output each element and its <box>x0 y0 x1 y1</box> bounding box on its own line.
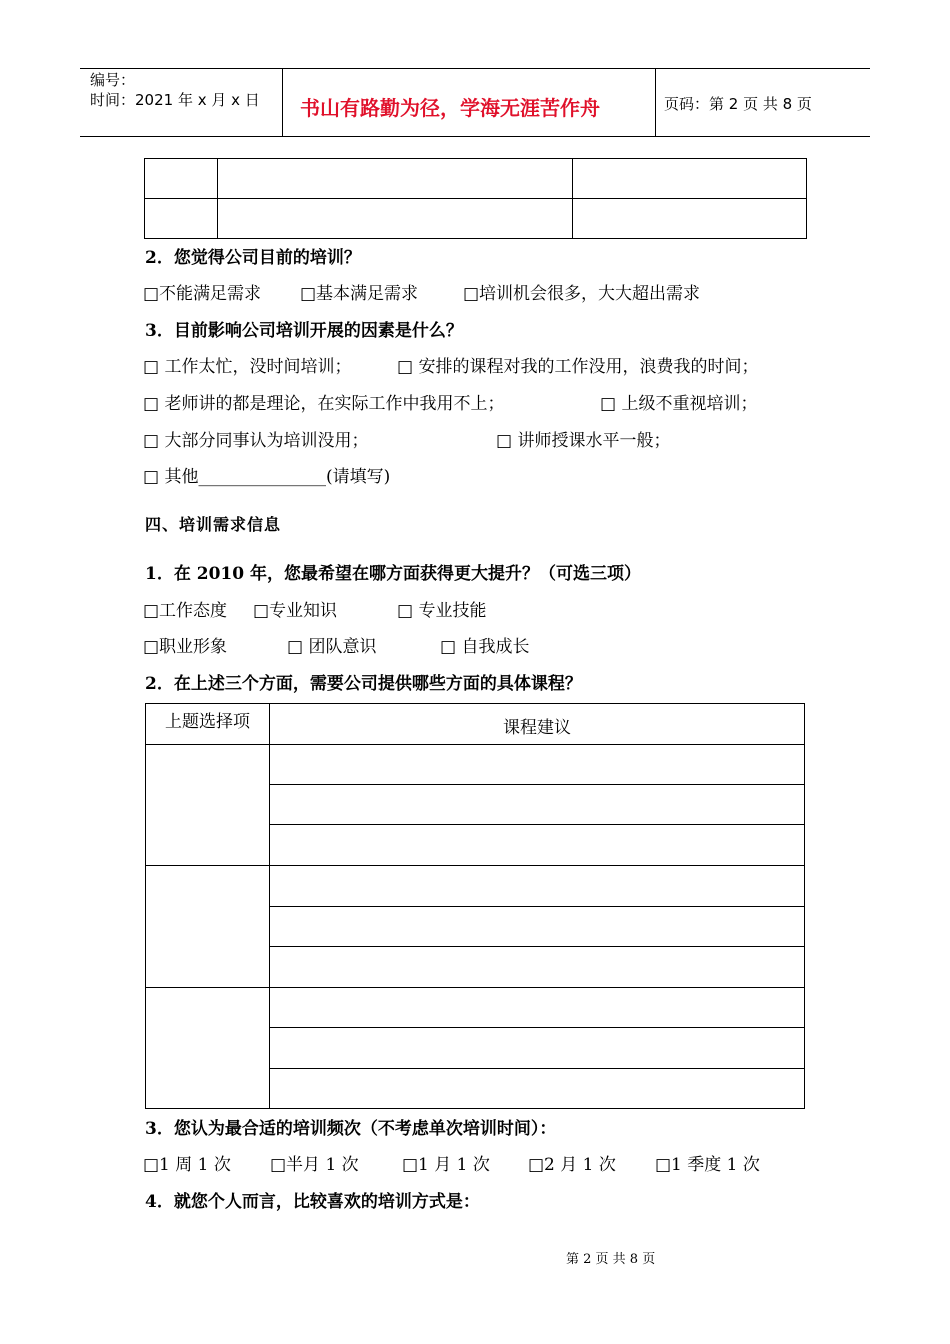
table-cell-selected-item[interactable] <box>146 745 270 866</box>
table-cell[interactable] <box>218 199 573 239</box>
table-cell-course[interactable] <box>270 907 805 947</box>
s4-q3-option-half-month[interactable]: □半月 1 次 <box>270 1155 359 1175</box>
table-cell[interactable] <box>218 159 573 199</box>
course-suggestion-table <box>145 703 805 1109</box>
table-cell-course[interactable] <box>270 988 805 1028</box>
document-number-label: 编号： <box>90 71 136 89</box>
q2-option-basic-meet[interactable]: □基本满足需求 <box>300 284 419 304</box>
s4-q1-option-knowledge[interactable]: □专业知识 <box>253 601 338 621</box>
question-3-title: 3．目前影响公司培训开展的因素是什么？ <box>145 321 463 341</box>
header-motto: 书山有路勤为径，学海无涯苦作舟 <box>300 96 600 120</box>
question-2-title: 2．您觉得公司目前的培训？ <box>145 248 361 268</box>
q3-option-too-busy[interactable]: □ 工作太忙，没时间培训； <box>143 357 352 377</box>
header-page-code: 页码：第 2 页 共 8 页 <box>664 95 812 113</box>
table-cell-course[interactable] <box>270 947 805 988</box>
table-cell[interactable] <box>145 199 218 239</box>
s4-question-3-title: 3．您认为最合适的培训频次（不考虑单次培训时间）： <box>145 1119 557 1139</box>
table-cell[interactable] <box>145 159 218 199</box>
table-cell-course[interactable] <box>270 825 805 866</box>
s4-q1-option-image[interactable]: □职业形象 <box>143 637 228 657</box>
table-cell[interactable] <box>573 199 807 239</box>
table-cell-course[interactable] <box>270 745 805 785</box>
table-cell[interactable] <box>573 159 807 199</box>
s4-q3-option-weekly[interactable]: □1 周 1 次 <box>143 1155 231 1175</box>
table-cell-course[interactable] <box>270 785 805 825</box>
q3-option-teacher-average[interactable]: □ 讲师授课水平一般； <box>496 431 671 451</box>
s4-question-4-title: 4．就您个人而言，比较喜欢的培训方式是： <box>145 1192 480 1212</box>
table-cell-selected-item[interactable] <box>146 988 270 1109</box>
s4-q3-option-quarterly[interactable]: □1 季度 1 次 <box>655 1155 760 1175</box>
table-cell-course[interactable] <box>270 1069 805 1109</box>
header-label: 课程建议 <box>503 717 571 738</box>
header-top-rule <box>80 68 870 69</box>
s4-q1-option-growth[interactable]: □ 自我成长 <box>440 637 530 657</box>
s4-question-2-title: 2．在上述三个方面，需要公司提供哪些方面的具体课程？ <box>145 674 582 694</box>
s4-q3-option-monthly[interactable]: □1 月 1 次 <box>402 1155 490 1175</box>
page-footer: 第 2 页 共 8 页 <box>566 1252 656 1267</box>
table-cell-course[interactable] <box>270 866 805 907</box>
q3-option-theory-only[interactable]: □ 老师讲的都是理论，在实际工作中我用不上； <box>143 394 505 414</box>
s4-q1-option-skills[interactable]: □ 专业技能 <box>397 601 487 621</box>
q2-option-exceed[interactable]: □培训机会很多，大大超出需求 <box>463 284 701 304</box>
s4-question-1-title: 1．在 2010 年，您最希望在哪方面获得更大提升？（可选三项） <box>145 564 641 584</box>
table-header-selected-item <box>146 704 270 745</box>
q3-option-other[interactable]: □ 其他_______________(请填写) <box>143 467 391 487</box>
table-cell-course[interactable] <box>270 1028 805 1069</box>
q3-option-useless-course[interactable]: □ 安排的课程对我的工作没用，浪费我的时间； <box>397 357 759 377</box>
table-header-course-suggestion <box>270 704 805 745</box>
continued-table <box>144 158 807 239</box>
document-date-label: 时间：2021 年 x 月 x 日 <box>90 91 260 109</box>
s4-q3-option-bimonthly[interactable]: □2 月 1 次 <box>528 1155 616 1175</box>
s4-q1-option-teamwork[interactable]: □ 团队意识 <box>287 637 377 657</box>
header-bottom-rule <box>80 136 870 137</box>
q2-option-not-meet[interactable]: □不能满足需求 <box>143 284 262 304</box>
s4-q1-option-attitude[interactable]: □工作态度 <box>143 601 228 621</box>
header-divider-right <box>655 68 656 136</box>
q3-option-boss-ignores[interactable]: □ 上级不重视培训； <box>600 394 758 414</box>
header-divider-left <box>282 68 283 136</box>
section-4-title: 四、培训需求信息 <box>145 515 282 534</box>
header-label: 上题选择项 <box>165 712 250 732</box>
q3-option-colleagues-think-useless[interactable]: □ 大部分同事认为培训没用； <box>143 431 369 451</box>
table-cell-selected-item[interactable] <box>146 866 270 988</box>
